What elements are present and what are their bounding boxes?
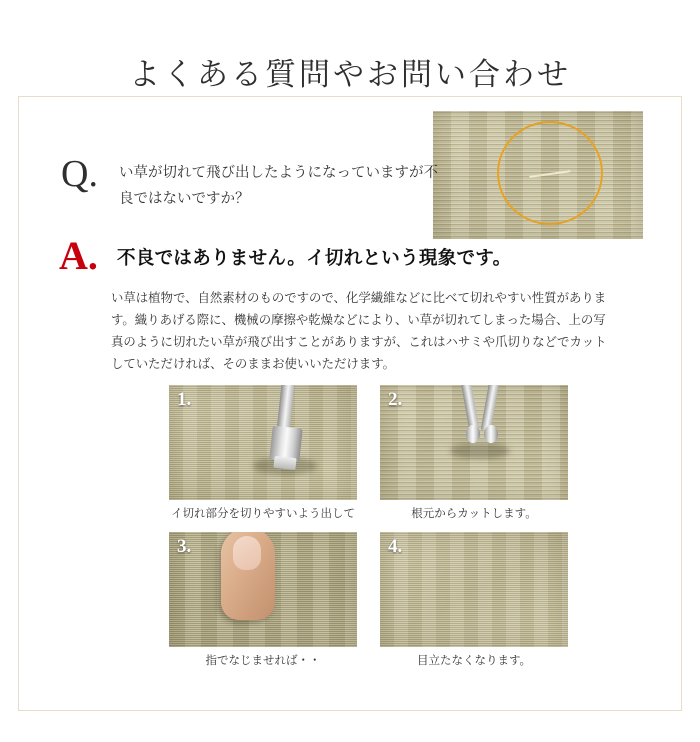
step-photo-2 [380, 385, 568, 500]
step-number-4: 4. [388, 536, 403, 557]
nail-clipper-icon [458, 385, 512, 465]
step-number-1: 1. [177, 389, 192, 410]
step-item-1 [169, 385, 357, 522]
step-number-2: 2. [388, 389, 403, 410]
step-caption-2: 根元からカットします。 [411, 508, 537, 520]
question-marker: Q. [61, 153, 98, 195]
step-photo-1 [169, 385, 357, 500]
page-title: よくある質問やお問い合わせ [129, 56, 571, 92]
step-item-4 [380, 532, 568, 669]
step-caption-3: 指でなじませれば・・ [205, 655, 321, 667]
answer-headline: 不良ではありません。イ切れという現象です。 [117, 247, 512, 268]
step-caption-4: 目立たなくなります。 [416, 655, 532, 667]
answer-marker: A. [59, 233, 98, 278]
step-grid [169, 385, 569, 679]
fingernail [233, 536, 261, 570]
hero-photo [433, 111, 643, 239]
nail-clipper-icon [261, 385, 319, 479]
finger-icon [221, 532, 275, 620]
tatami-texture [380, 532, 568, 647]
highlight-circle-icon [497, 121, 603, 225]
step-item-3 [169, 532, 357, 669]
answer-body: い草は植物で、自然素材のものですので、化学繊維などに比べて切れやすい性質があります。織りあげる際に、機械の摩擦や乾燥などにより、い草が切れてしまった場合、上の写真のように切れたい草が飛び出すことがありますが、これはハサミや爪切りなどでカットしていただければ、そのままお使いいただけます。 [111, 291, 607, 371]
faq-panel [18, 96, 682, 711]
step-item-2 [380, 385, 568, 522]
step-photo-3 [169, 532, 357, 647]
question-text: い草が切れて飛び出したようになっていますが不良ではないですか？ [119, 165, 438, 207]
step-row [169, 385, 569, 522]
step-number-3: 3. [177, 536, 192, 557]
step-row [169, 532, 569, 669]
step-photo-4 [380, 532, 568, 647]
step-caption-1: イ切れ部分を切りやすいよう出して [171, 508, 355, 520]
